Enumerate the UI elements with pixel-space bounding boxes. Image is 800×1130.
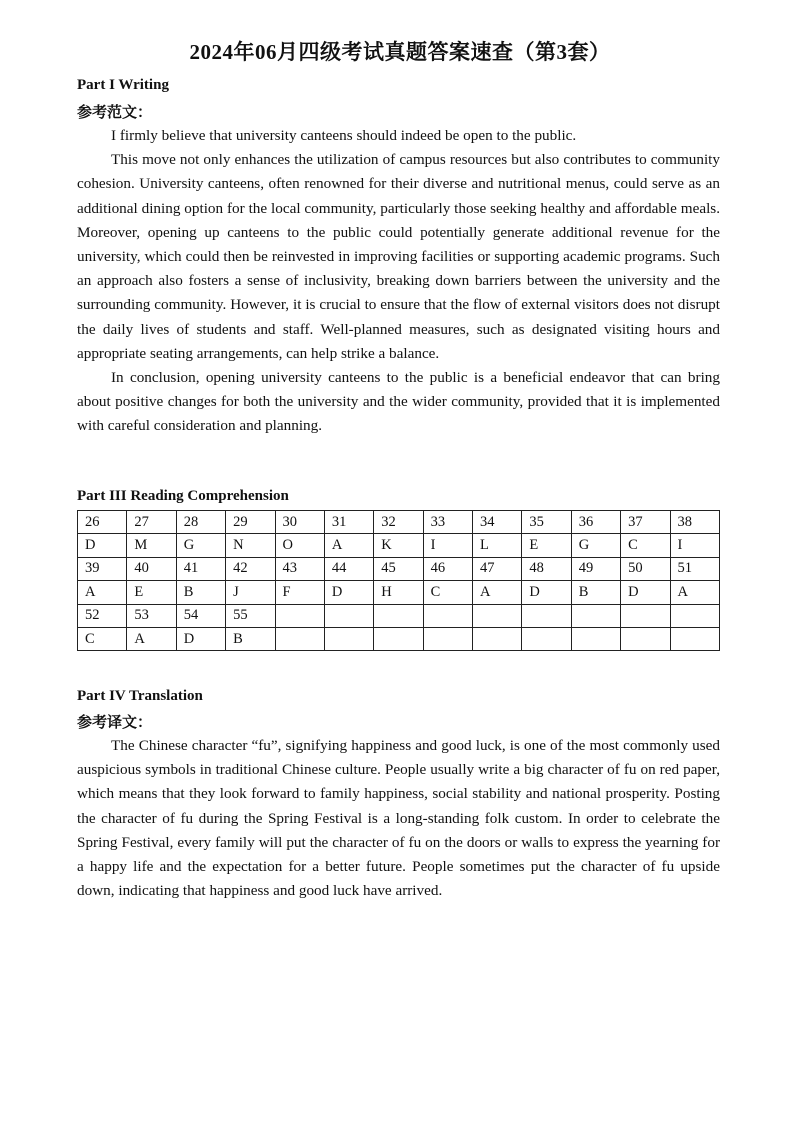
answer-cell: A (324, 534, 373, 557)
answer-cell (275, 627, 324, 650)
answer-cell: L (473, 534, 522, 557)
answer-cell: A (473, 581, 522, 604)
question-number-cell: 27 (127, 511, 176, 534)
answer-cell: H (374, 581, 423, 604)
question-number-cell: 37 (621, 511, 670, 534)
answer-row (78, 534, 720, 557)
question-number-cell: 38 (670, 511, 720, 534)
answer-cell (621, 627, 670, 650)
answer-cell: A (78, 581, 127, 604)
answer-row (78, 581, 720, 604)
page-title: 2024年06月四级考试真题答案速查（第3套） (189, 40, 611, 64)
question-number-row (78, 557, 720, 580)
answer-cell (571, 627, 620, 650)
question-number-cell (522, 604, 571, 627)
question-number-cell: 54 (176, 604, 225, 627)
answer-cell: C (621, 534, 670, 557)
answer-cell: I (423, 534, 472, 557)
question-number-cell: 29 (226, 511, 275, 534)
question-number-cell (473, 604, 522, 627)
question-number-cell (670, 604, 720, 627)
question-number-cell: 52 (78, 604, 127, 627)
answer-cell: B (176, 581, 225, 604)
answer-cell: O (275, 534, 324, 557)
question-number-cell: 31 (324, 511, 373, 534)
answer-cell: I (670, 534, 720, 557)
translation-heading: Part IV Translation (77, 688, 203, 704)
answer-cell: J (226, 581, 275, 604)
question-number-cell: 26 (78, 511, 127, 534)
question-number-cell (571, 604, 620, 627)
question-number-cell: 48 (522, 557, 571, 580)
question-number-cell: 47 (473, 557, 522, 580)
question-number-cell: 33 (423, 511, 472, 534)
answer-cell: B (571, 581, 620, 604)
reading-heading: Part III Reading Comprehension (77, 488, 289, 504)
question-number-row (78, 511, 720, 534)
answer-cell: B (226, 627, 275, 650)
answer-cell: K (374, 534, 423, 557)
answer-cell (522, 627, 571, 650)
question-number-cell: 28 (176, 511, 225, 534)
question-number-cell: 50 (621, 557, 670, 580)
answer-row (78, 627, 720, 650)
question-number-cell: 36 (571, 511, 620, 534)
answer-cell: A (127, 627, 176, 650)
translation-text (77, 734, 720, 903)
answer-cell: D (621, 581, 670, 604)
essay-paragraph-3: In conclusion, opening university canteens to the public is a beneficial endeavor that can bring about positive changes for both the university and the wider community, provided that it is implemented with careful consideration and planning. (77, 369, 720, 435)
answer-cell: N (226, 534, 275, 557)
question-number-row (78, 604, 720, 627)
answer-table (77, 510, 720, 651)
answer-cell: M (127, 534, 176, 557)
question-number-cell: 55 (226, 604, 275, 627)
answer-cell (374, 627, 423, 650)
answer-cell: C (78, 627, 127, 650)
question-number-cell (621, 604, 670, 627)
question-number-cell: 42 (226, 557, 275, 580)
writing-subheading: 参考范文： (77, 105, 153, 121)
question-number-cell: 32 (374, 511, 423, 534)
answer-cell: D (324, 581, 373, 604)
question-number-cell: 45 (374, 557, 423, 580)
answer-cell (423, 627, 472, 650)
answer-cell: D (522, 581, 571, 604)
answer-cell: D (78, 534, 127, 557)
question-number-cell (324, 604, 373, 627)
writing-heading: Part I Writing (77, 77, 169, 93)
question-number-cell: 44 (324, 557, 373, 580)
answer-cell: F (275, 581, 324, 604)
answer-cell (670, 627, 720, 650)
question-number-cell: 39 (78, 557, 127, 580)
question-number-cell: 43 (275, 557, 324, 580)
question-number-cell (275, 604, 324, 627)
question-number-cell: 51 (670, 557, 720, 580)
answer-cell: C (423, 581, 472, 604)
answer-cell (324, 627, 373, 650)
question-number-cell: 41 (176, 557, 225, 580)
question-number-cell: 30 (275, 511, 324, 534)
essay-paragraph-2: This move not only enhances the utilization of campus resources but also contributes to community cohesion. University canteens, often renowned for their diverse and nutritional menus, could serve as an additional dining option for the local community, particularly those seeking healthy and affordable meals. Moreover, opening up canteens to the public could potentially generate additional revenue for the university, which could then be reinvested in improving facilities or supporting academic programs. Such an approach also fosters a sense of inclusivity, breaking down barriers between the university and the surrounding community. However, it is crucial to ensure that the flow of external visitors does not disrupt the daily lives of students and staff. Well-planned measures, such as designated visiting hours and appropriate seating arrangements, can help strike a balance. (77, 151, 720, 362)
essay-paragraph-1: I firmly believe that university canteens should indeed be open to the public. (111, 127, 577, 144)
question-number-cell: 40 (127, 557, 176, 580)
answer-cell: A (670, 581, 720, 604)
translation-paragraph: The Chinese character “fu”, signifying happiness and good luck, is one of the most commonly used auspicious symbols in traditional Chinese culture. People usually write a big character of fu on red paper, which means that they look forward to family happiness, social stability and national prosperity. Posting the character of fu during the Spring Festival is a long-standing folk custom. In order to celebrate the Spring Festival, every family will put the character of fu on the doors or walls to express the yearning for a happy life and the expectation for a better future. People sometimes put the character of fu upside down, indicating that happiness and good luck have arrived. (77, 737, 720, 900)
question-number-cell: 46 (423, 557, 472, 580)
question-number-cell: 34 (473, 511, 522, 534)
translation-subheading: 参考译文： (77, 715, 153, 731)
answer-cell: G (176, 534, 225, 557)
answer-cell: E (127, 581, 176, 604)
answer-cell: D (176, 627, 225, 650)
question-number-cell (423, 604, 472, 627)
answer-cell: G (571, 534, 620, 557)
question-number-cell: 35 (522, 511, 571, 534)
question-number-cell (374, 604, 423, 627)
question-number-cell: 49 (571, 557, 620, 580)
answer-cell (473, 627, 522, 650)
answer-cell: E (522, 534, 571, 557)
writing-essay (77, 124, 720, 439)
question-number-cell: 53 (127, 604, 176, 627)
